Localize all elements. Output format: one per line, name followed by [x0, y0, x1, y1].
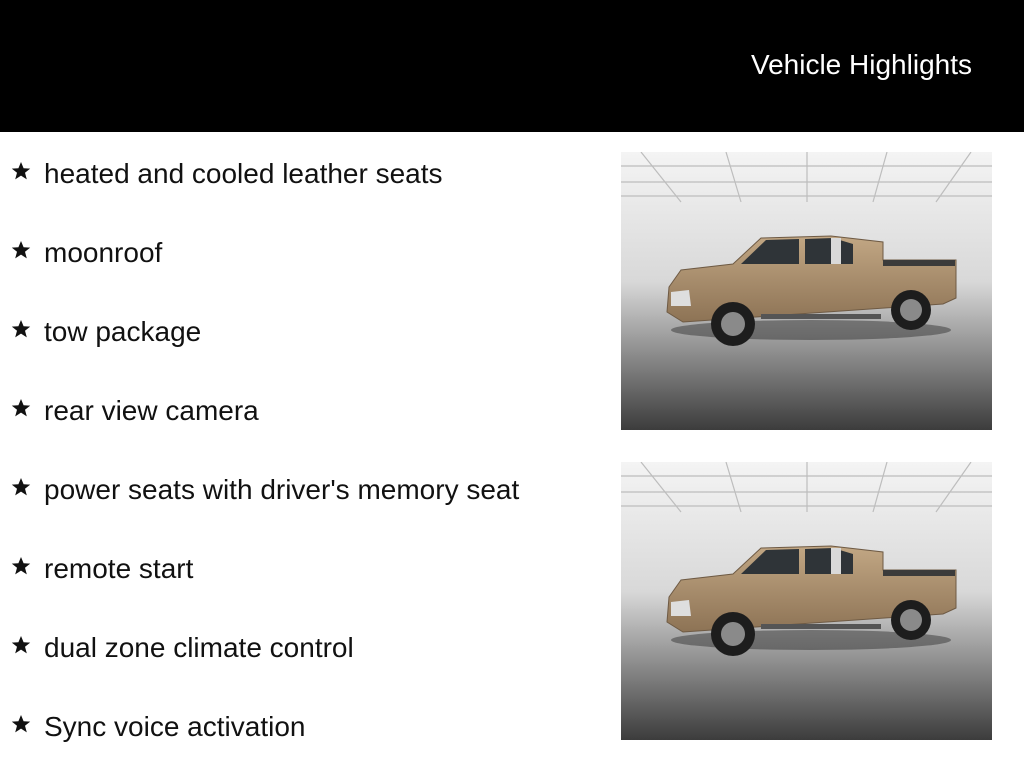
- star-icon: [11, 240, 31, 260]
- feature-label: dual zone climate control: [44, 632, 354, 663]
- star-icon: [11, 556, 31, 576]
- star-icon: [11, 714, 31, 734]
- feature-label: Sync voice activation: [44, 711, 306, 742]
- star-icon: [11, 635, 31, 655]
- feature-label: power seats with driver's memory seat: [44, 474, 520, 505]
- feature-label: remote start: [44, 553, 194, 584]
- page-title: Vehicle Highlights: [750, 49, 972, 80]
- feature-label: heated and cooled leather seats: [44, 158, 443, 189]
- feature-label: rear view camera: [44, 395, 259, 426]
- star-icon: [11, 398, 31, 418]
- vehicle-photo: [621, 462, 992, 740]
- star-icon: [11, 161, 31, 181]
- star-icon: [11, 319, 31, 339]
- star-icon: [11, 477, 31, 497]
- header-bar: [0, 0, 1024, 132]
- feature-label: tow package: [44, 316, 202, 347]
- vehicle-photo: [621, 152, 992, 430]
- feature-label: moonroof: [44, 237, 163, 268]
